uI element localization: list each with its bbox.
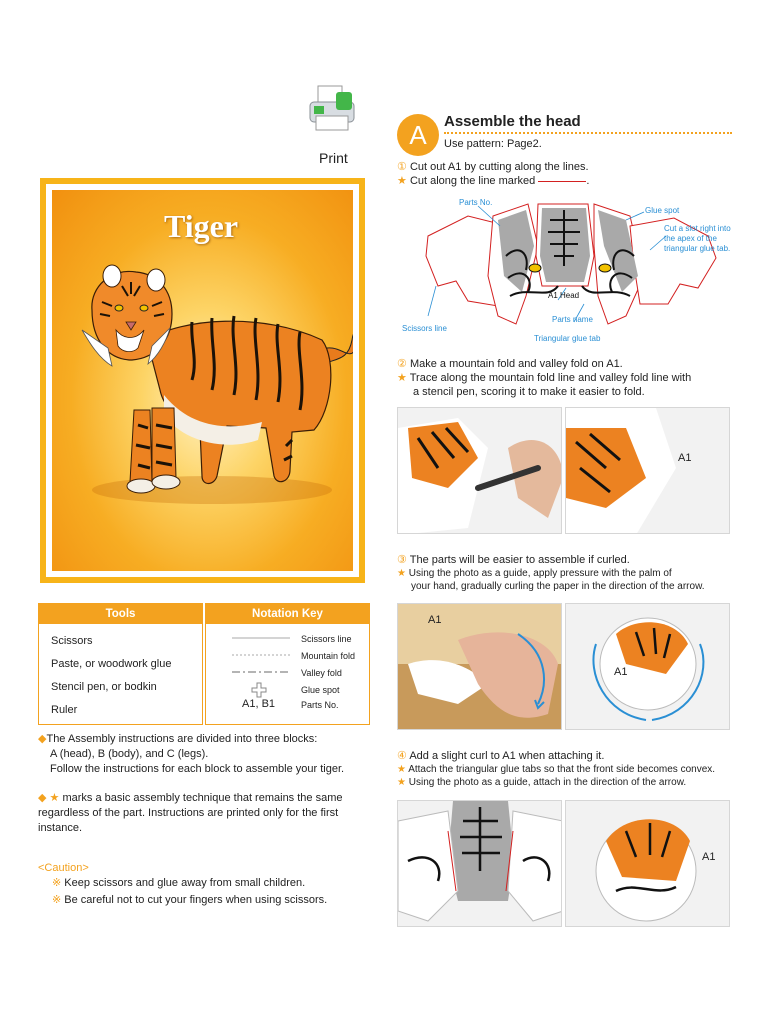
diamond-icon: ◆ [38,792,47,804]
star-note-line: marks a basic assembly technique that remains the same [62,792,343,804]
diagram-label: the apex of the [664,234,717,243]
photo-glue-tabs [397,800,562,927]
diagram-label: Parts name [552,315,593,324]
step-2 [397,357,742,399]
step-star-text: Cut along the line marked [409,175,536,187]
star-icon: ★ [397,175,407,187]
tool-item: Paste, or woodwork glue [51,658,172,670]
caution-item: Keep scissors and glue away from small children. [64,877,306,889]
caution-title: <Caution> [38,862,89,874]
diagram-label: Cut a slot right into [664,224,731,233]
step-text: Make a mountain fold and valley fold on A1. [409,358,623,370]
photo-curling [397,603,562,730]
glue-tabs-illustration [398,801,562,927]
diagram-label: triangular glue tab. [664,244,731,253]
step-star-text: a stencil pen, scoring it to make it easier to fold. [413,386,645,398]
tiger-illustration [52,190,353,571]
notation-label: Mountain fold [301,651,356,661]
star-note-line: regardless of the part. Instructions are printed only for the first [38,807,339,819]
notation-label: Scissors line [301,634,352,644]
attached-photo-illustration [566,801,730,927]
star-icon: ★ [397,372,407,384]
section-divider [444,132,732,134]
step-star-text: Using the photo as a guide, apply pressure with the palm of [408,568,672,579]
intro-paragraph [38,732,373,777]
diagram-label-group [664,224,731,254]
photo-scoring [397,407,562,534]
notation-label: Glue spot [301,685,340,695]
tool-item: Scissors [51,635,93,647]
scissors-line-sample [538,181,586,182]
photo-label-a1: A1 [678,452,692,464]
tool-item: Stencil pen, or bodkin [51,681,157,693]
photo-curled-a1 [565,603,730,730]
step-4 [397,750,742,789]
diagram-label: A1 Head [548,291,580,300]
step-number: ④ [397,750,407,762]
section-title: Assemble the head [444,113,581,130]
photo-label-a1: A1 [428,614,442,626]
tiger-card [40,178,365,583]
star-icon: ★ [397,777,406,788]
star-icon: ★ [397,568,406,579]
tool-item: Ruler [51,704,78,716]
printer-icon[interactable] [306,84,360,140]
step-number: ① [397,161,407,173]
notation-label: Parts No. [301,700,339,710]
tiger-card-background [52,190,353,571]
star-note-paragraph [38,791,383,836]
tools-header: Tools [39,604,202,624]
intro-line: The Assembly instructions are divided into three blocks: [46,733,318,745]
step-star-text: Using the photo as a guide, attach in the direction of the arrow. [408,777,687,788]
parts-example: A1, B1 [242,698,276,710]
folded-photo-illustration [566,408,730,534]
diagram-label: Triangular glue tab [534,334,601,343]
notation-key-header: Notation Key [206,604,369,624]
step-star-text: your hand, gradually curling the paper in the direction of the arrow. [411,581,705,592]
caution-item: Be careful not to cut your fingers when using scissors. [64,894,328,906]
photo-label-a1: A1 [702,851,716,863]
photo-folded-a1 [565,407,730,534]
star-icon: ★ [397,764,406,775]
intro-line: Follow the instructions for each block to assemble your tiger. [50,763,345,775]
scoring-photo-illustration [398,408,562,534]
step-text: The parts will be easier to assemble if curled. [409,554,630,566]
curled-photo-illustration [566,604,730,730]
step-1: ① Cut out A1 by cutting along the lines. ★ Cut along the line marked . [397,161,590,187]
step-text: Add a slight curl to A1 when attaching it. [409,750,605,762]
card-title: Tiger [164,208,239,244]
star-icon: ★ [49,792,60,804]
notation-key-box [205,603,370,725]
section-badge: A [397,114,439,156]
caution-mark-icon: ※ [52,877,62,889]
step-number: ② [397,358,407,370]
photo-attached-a1 [565,800,730,927]
step-star-text: Attach the triangular glue tabs so that the front side becomes convex. [408,764,716,775]
step-number: ③ [397,554,407,566]
tools-box [38,603,203,725]
step-star-text: Trace along the mountain fold line and valley fold line with [409,372,692,384]
diagram-label: Glue spot [645,206,680,215]
print-label[interactable]: Print [319,150,348,166]
star-note-line: instance. [38,822,83,834]
use-pattern: Use pattern: Page2. [444,138,542,150]
step-text: Cut out A1 by cutting along the lines. [409,161,589,173]
diamond-icon: ◆ [38,733,47,745]
caution-block [38,861,373,908]
diagram-label: Scissors line [402,324,447,333]
caution-mark-icon: ※ [52,894,62,906]
intro-line: A (head), B (body), and C (legs). [50,748,209,760]
notation-label: Valley fold [301,668,342,678]
curling-photo-illustration [398,604,562,730]
step-3 [397,554,742,593]
diagram-label: Parts No. [459,198,493,207]
photo-label-a1: A1 [614,666,628,678]
